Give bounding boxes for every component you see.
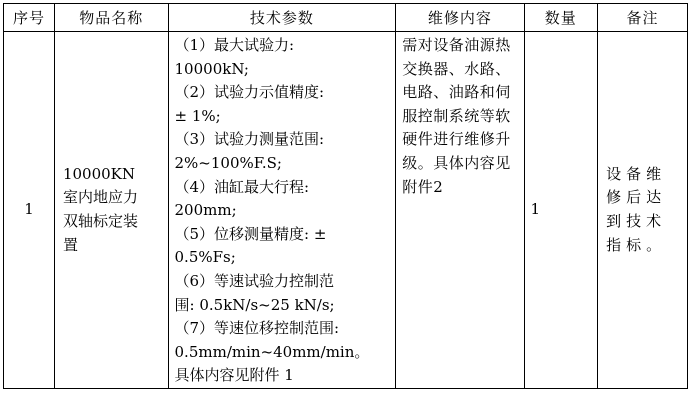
row-no-cell: 1 [4, 32, 55, 389]
row-name-cell [54, 32, 168, 389]
param-line: ± 1%; [174, 106, 221, 125]
param-line: （1）最大试验力: [174, 36, 295, 54]
remark-text: 设备维修后达到技术指标。 [606, 164, 667, 254]
header-quantity: 数量 [524, 4, 598, 32]
row-quantity-cell: 1 [524, 32, 598, 389]
table-row [4, 32, 688, 389]
maintenance-text: 需对设备油源热交换器、水路、电路、油路和伺服控制系统等软硬件进行维修升级。具体内容见附件2 [402, 36, 511, 196]
repair-items-table [3, 3, 688, 389]
param-line: 200mm; [174, 201, 237, 220]
param-line: 10000kN; [174, 59, 249, 78]
item-name: 10000KN室内地应力双轴标定装置 [62, 164, 138, 254]
header-name: 物品名称 [54, 4, 168, 32]
param-line: 0.5%Fs; [174, 248, 236, 267]
param-line: （6）等速试验力控制范 [174, 271, 335, 290]
row-remark-cell [598, 32, 688, 389]
param-line: 2%~100%F.S; [174, 153, 282, 172]
row-maintenance-cell [396, 32, 524, 389]
param-line: 具体内容见附件 1 [174, 366, 294, 385]
table-header-row [4, 4, 688, 32]
header-maintenance: 维修内容 [396, 4, 524, 32]
param-line: （2）试验力示值精度: [174, 83, 325, 102]
param-line: 0.5mm/min~40mm/min。 [174, 342, 370, 361]
param-line: （5）位移测量精度: ± [174, 224, 327, 243]
header-remark: 备注 [598, 4, 688, 32]
row-params-cell [168, 32, 396, 389]
param-line: 围: 0.5kN/s~25 kN/s; [174, 295, 335, 314]
param-line: （4）油缸最大行程: [174, 177, 310, 196]
header-params: 技术参数 [168, 4, 396, 32]
header-no: 序号 [4, 4, 55, 32]
param-line: （7）等速位移控制范围: [174, 319, 340, 338]
param-line: （3）试验力测量范围: [174, 130, 325, 149]
